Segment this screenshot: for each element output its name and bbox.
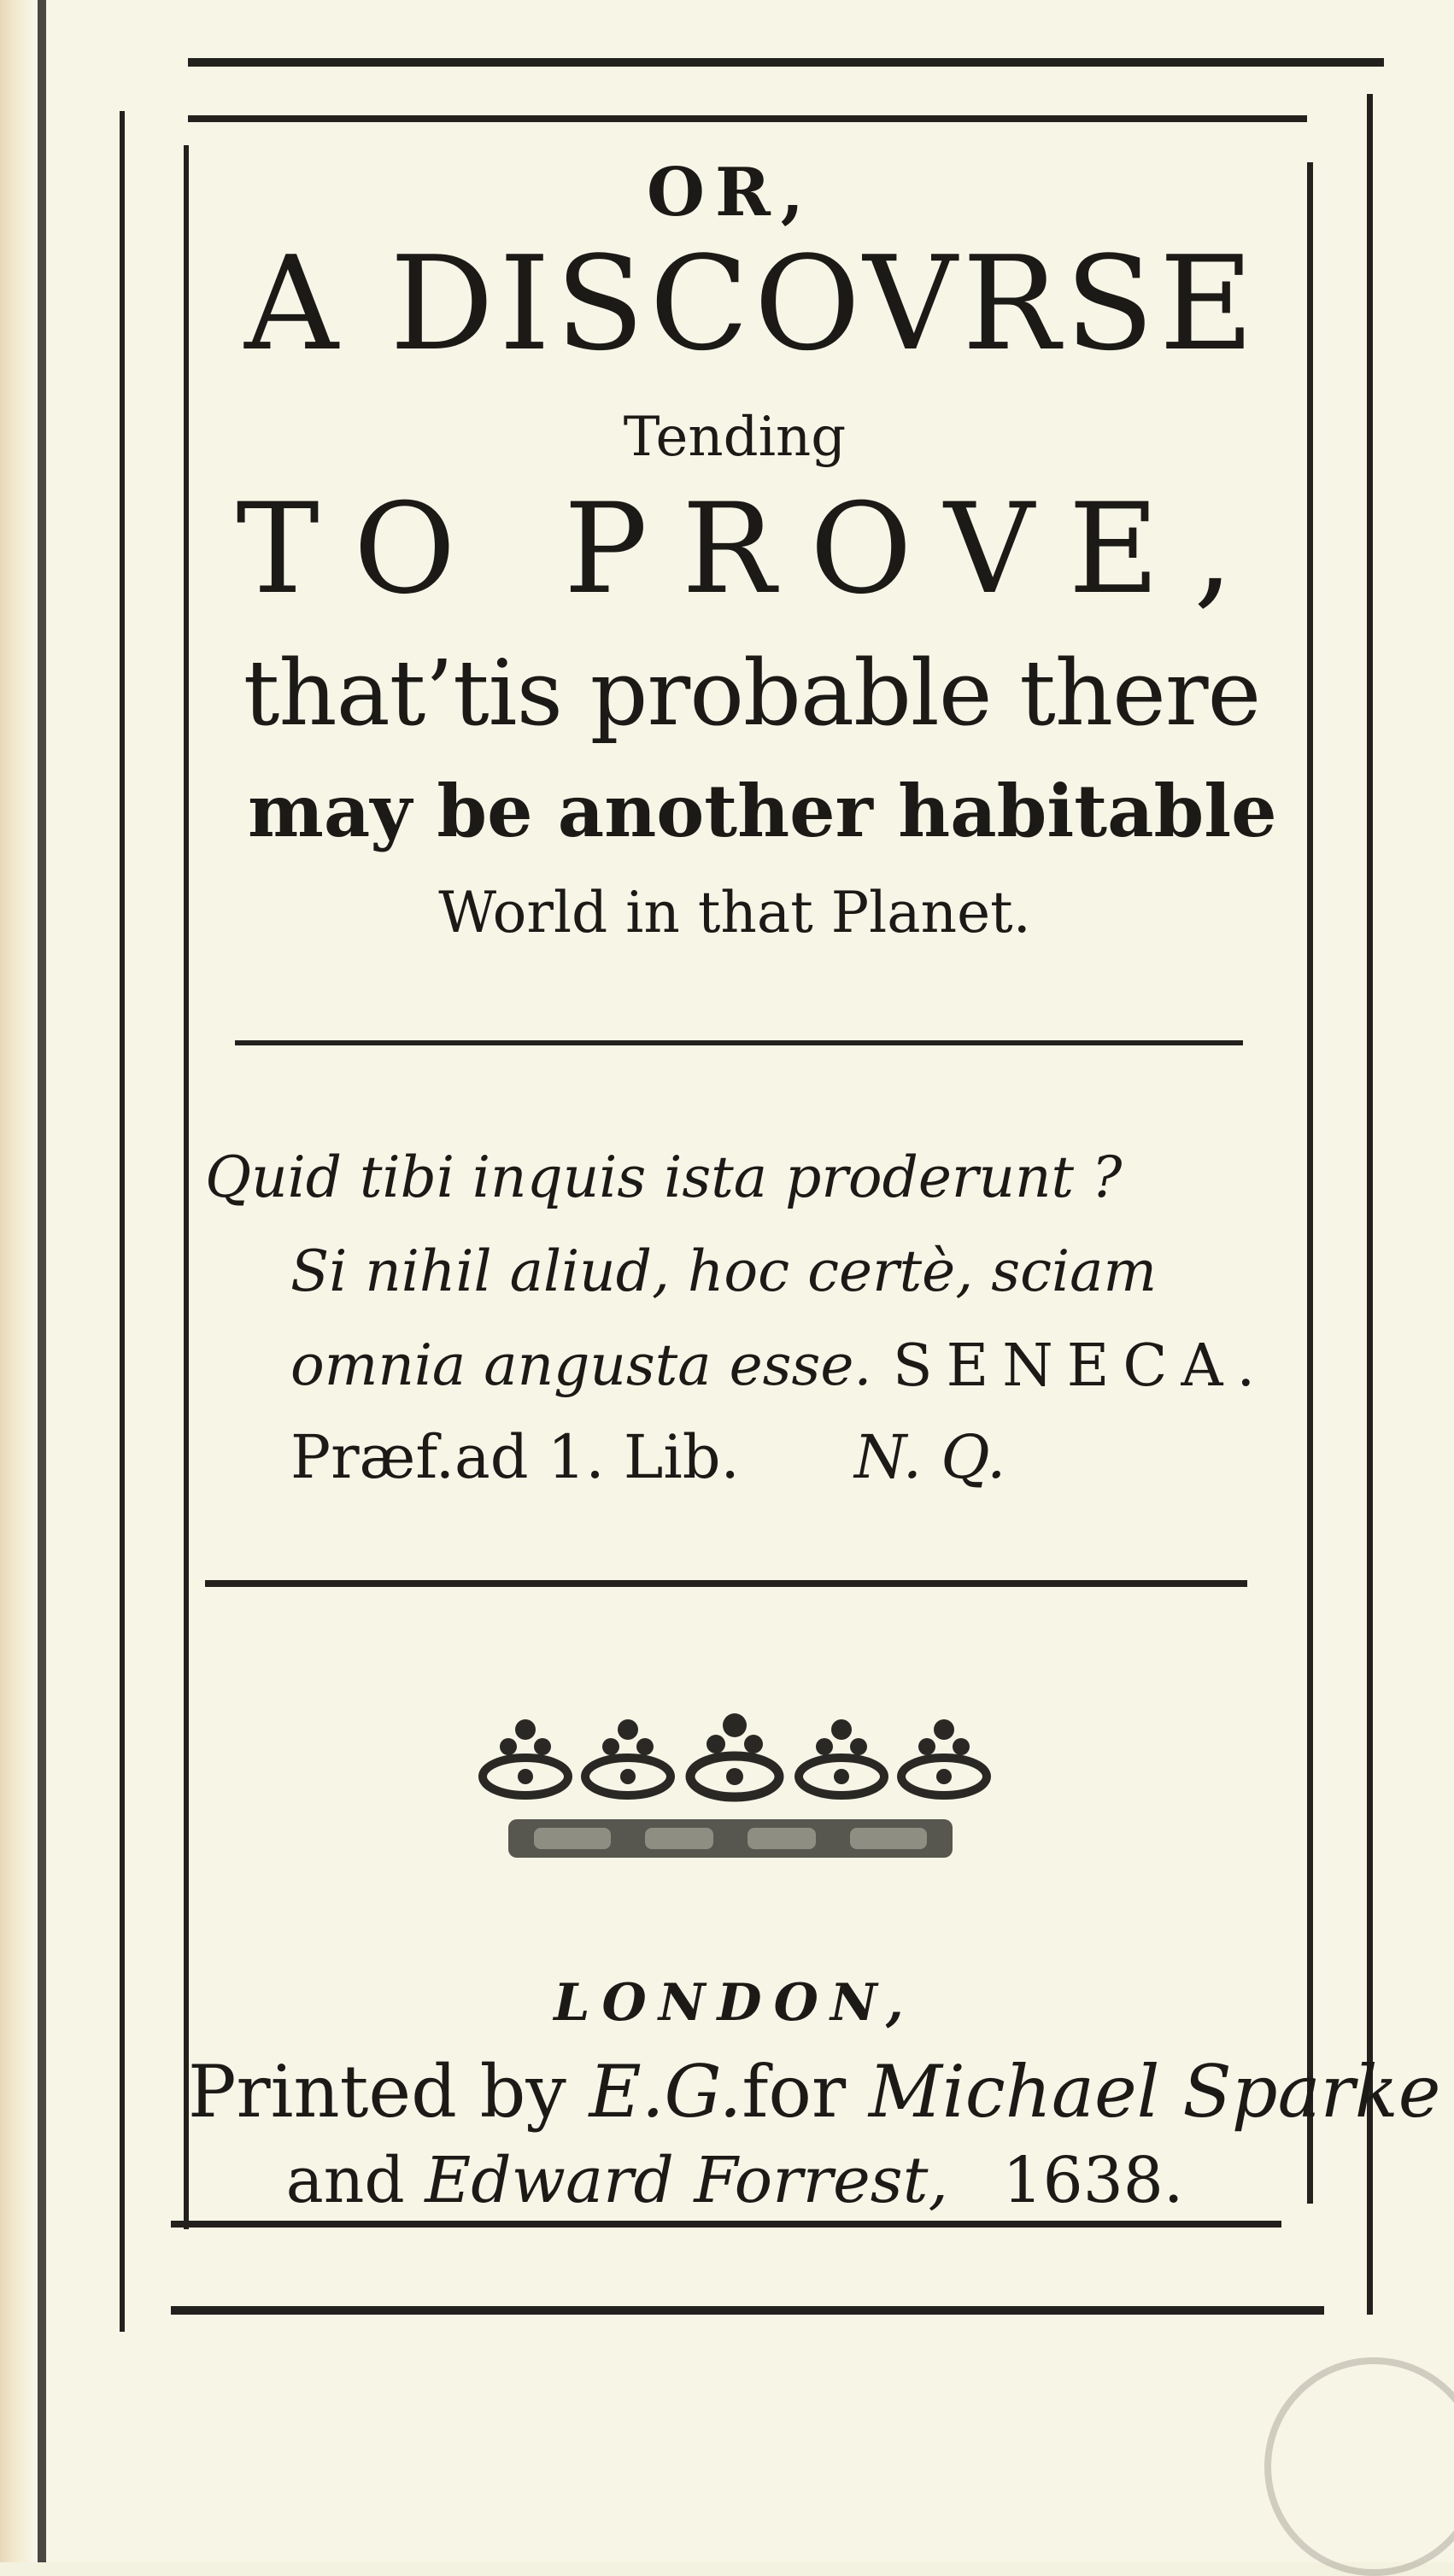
epigraph-source: Præf.ad 1. Lib. xyxy=(290,1422,740,1492)
outer-right-rule xyxy=(1367,94,1373,2315)
book-spine-edge xyxy=(0,0,32,2562)
epigraph-line-3: omnia angusta esse. xyxy=(290,1332,872,1398)
outer-left-rule xyxy=(120,111,125,2332)
inner-left-rule xyxy=(184,145,189,2229)
imprint-city: LONDON, xyxy=(554,1973,916,2033)
title-line-2: may be another habitable xyxy=(248,769,1277,853)
inner-right-rule xyxy=(1307,162,1313,2204)
ornament-fleuron-2 xyxy=(585,1719,671,1795)
title-line-1: that’tis probable there xyxy=(243,641,1261,746)
imprint-printed-line xyxy=(188,2050,1441,2134)
imprint-second-line xyxy=(282,2144,1187,2217)
title-discourse: A DISCOVRSE xyxy=(244,228,1259,379)
paper-stain xyxy=(1264,2357,1454,2576)
outer-bottom-rule xyxy=(171,2306,1324,2315)
printers-ornament xyxy=(474,1700,995,1871)
ornament-fleuron-4 xyxy=(799,1719,884,1795)
outer-top-rule xyxy=(188,58,1384,67)
ornament-fleuron-1 xyxy=(483,1719,568,1795)
title-tending: Tending xyxy=(623,406,847,469)
imprint-publisher-1: Michael Sparke xyxy=(868,2050,1441,2134)
imprint-and: and xyxy=(285,2144,405,2217)
inner-top-rule xyxy=(188,115,1307,122)
imprint-publisher-2: Edward Forrest, xyxy=(425,2144,949,2217)
epigraph-author: SENECA. xyxy=(893,1332,1269,1400)
imprint-printed-by: Printed by xyxy=(188,2050,566,2134)
title-or: OR, xyxy=(647,154,814,231)
imprint-printer: E.G. xyxy=(589,2050,742,2134)
epigraph-divider-rule xyxy=(205,1580,1247,1587)
ornament-fleuron-3 xyxy=(690,1713,779,1797)
title-line-3: World in that Planet. xyxy=(438,880,1031,946)
epigraph-line-2: Si nihil aliud, hoc certè, sciam xyxy=(290,1238,1158,1304)
spine-shadow xyxy=(38,0,46,2562)
ornament-fleuron-5 xyxy=(901,1719,987,1795)
epigraph-source-work: N. Q. xyxy=(854,1422,1006,1492)
title-prove: TO PROVE, xyxy=(236,477,1268,622)
title-divider-rule xyxy=(235,1040,1243,1045)
imprint-year: 1638. xyxy=(1002,2144,1184,2217)
imprint-for: for xyxy=(742,2050,847,2134)
epigraph-line-1: Quid tibi inquis ista proderunt ? xyxy=(205,1145,1123,1210)
inner-bottom-rule xyxy=(171,2221,1281,2228)
